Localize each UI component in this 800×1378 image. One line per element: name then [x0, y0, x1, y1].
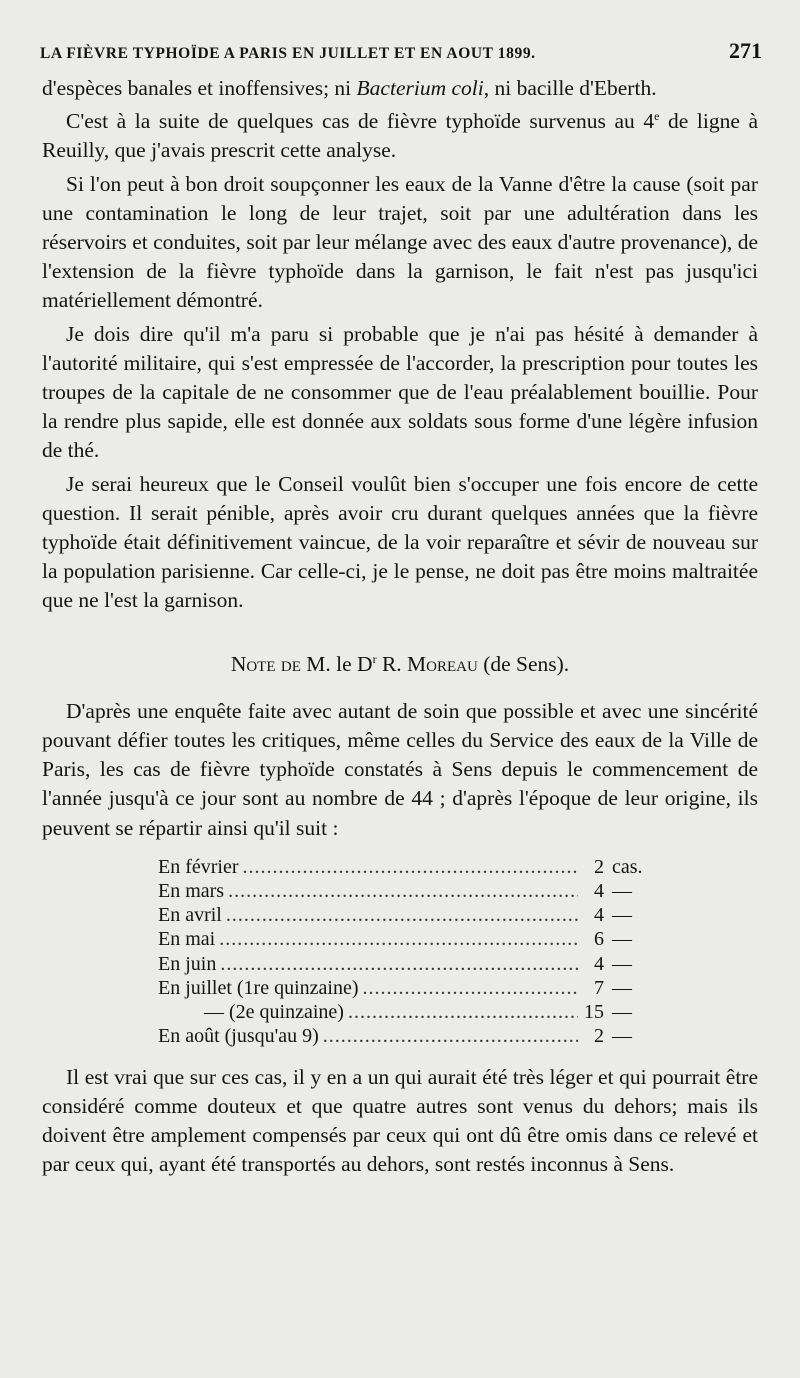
note-heading-title: M. le D	[306, 651, 373, 676]
case-row	[158, 976, 658, 1000]
paragraph-prescription: Je dois dire qu'il m'a paru si probable que je n'ai pas hésité à demander à l'autorité militaire, qui s'est empressée de l'accorder, la prescription pour toutes les troupes de la capitale de ne consommer que de l'eau préalablement bouillie. Pour la rendre plus sapide, elle est donnée aux soldats sous forme d'une légère infusion de thé.	[42, 321, 758, 463]
paragraph-conseil: Je serai heureux que le Conseil voulût bien s'occuper une fois encore de cette question. Il serait pénible, après avoir cru durant quelques années que la fièvre typhoïde était définitivement vaincue, de la voir reparaître et sévir de nouveau sur la population parisienne. Car celle-ci, je le pense, ne doit pas être moins maltraitée que ne l'est la garnison.	[42, 471, 758, 613]
case-period: En mars	[158, 880, 225, 903]
case-count: 6	[594, 928, 604, 951]
case-period: En août (jusqu'au 9)	[158, 1025, 319, 1048]
italic-term: Bacterium coli	[356, 76, 484, 100]
leader-dots	[348, 1000, 578, 1024]
leader-dots	[226, 903, 578, 927]
text-run: , ni bacille d'Eberth.	[483, 76, 657, 100]
leader-dots	[323, 1024, 578, 1048]
case-unit: —	[612, 928, 632, 951]
paragraph-vanne: Si l'on peut à bon droit soupçonner les eaux de la Vanne d'être la cause (soit par une contamination le long de leur trajet, soit par une adultération dans les réservoirs et conduites, soit par leur mélange avec des eaux d'autre provenance), de l'extension de la fièvre typhoïde dans la garnison, le fait n'est pas jusqu'ici matériellement démontré.	[42, 171, 758, 313]
case-unit: —	[612, 1001, 632, 1024]
note-heading	[42, 650, 758, 679]
text-run: de ligne à Reuilly, que j'avais prescrit cette analyse.	[42, 109, 759, 163]
case-unit: —	[612, 880, 632, 903]
paragraph-reuilly	[42, 107, 758, 165]
case-count: 4	[594, 904, 604, 927]
note-heading-place: (de Sens).	[483, 651, 570, 676]
case-unit: —	[612, 1025, 632, 1048]
case-period: En mai	[158, 928, 216, 951]
running-head: LA FIÈVRE TYPHOÏDE A PARIS EN JUILLET ET EN AOUT 1899.	[40, 45, 536, 62]
text-run: C'est à la suite de quelques cas de fièvre typhoïde survenus au 4	[66, 109, 655, 134]
note-heading-name: R. Moreau	[381, 651, 478, 676]
case-count: 15	[584, 1001, 604, 1024]
case-row	[158, 1024, 658, 1048]
superscript: e	[654, 109, 660, 124]
note-intro-paragraph: D'après une enquête faite avec autant de soin que possible et avec une sincérité pouvant défier toutes les critiques, même celles du Service des eaux de la Ville de Paris, les cas de fièvre typhoïde constatés à Sens depuis le commencement de l'année jusqu'à ce jour sont au nombre de 44 ; d'après l'époque de leur origine, ils peuvent se répartir ainsi qu'il suit :	[42, 698, 758, 840]
case-period: En février	[158, 855, 239, 878]
text-run: d'espèces banales et inoffensives; ni	[42, 76, 357, 100]
cases-table	[158, 855, 658, 1049]
note-closing-paragraph: Il est vrai que sur ces cas, il y en a un qui aurait été très léger et qui pourrait être considéré comme douteux et que quatre autres sont venus du dehors; mais ils doivent être amplement compensés par ceux qui ont dû être omis dans ce relevé et par ceux qui, ayant été transportés au dehors, sont restés inconnus à Sens.	[42, 1064, 758, 1177]
leader-dots	[362, 976, 578, 1000]
case-row	[158, 855, 658, 879]
case-row	[158, 927, 658, 951]
leader-dots	[219, 927, 578, 951]
case-row	[158, 879, 658, 903]
page-header	[40, 38, 762, 64]
page-number: 271	[729, 38, 762, 63]
leader-dots	[220, 952, 578, 976]
case-row	[158, 1000, 658, 1024]
leader-dots	[228, 879, 578, 903]
page-body	[42, 74, 758, 1179]
case-unit: —	[612, 976, 632, 999]
case-count: 4	[594, 952, 604, 975]
case-row	[158, 903, 658, 927]
leader-dots	[243, 855, 578, 879]
case-period: En juin	[158, 952, 217, 975]
case-period: — (2e quinzaine)	[204, 1001, 344, 1024]
case-count: 2	[594, 1025, 604, 1048]
case-unit: cas.	[612, 855, 643, 878]
case-period: En juillet (1re quinzaine)	[158, 976, 359, 999]
case-unit: —	[612, 952, 632, 975]
case-period: En avril	[158, 904, 222, 927]
paragraph-continuation	[42, 74, 758, 103]
case-count: 4	[594, 880, 604, 903]
note-heading-prefix: Note de	[230, 651, 301, 676]
case-row	[158, 952, 658, 976]
note-heading-sup: r	[372, 651, 377, 666]
case-count: 2	[594, 855, 604, 878]
case-count: 7	[594, 976, 604, 999]
case-unit: —	[612, 904, 632, 927]
